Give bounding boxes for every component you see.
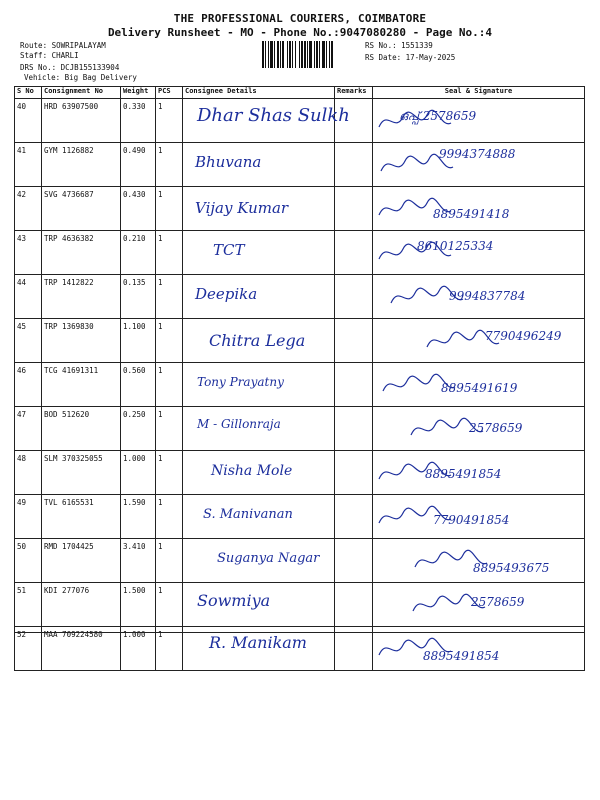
cell-sno: 49 [15,495,42,539]
consignee-handwriting: Suganya Nagar [217,551,320,566]
cell-sno: 47 [15,407,42,451]
signature-number: 7790496249 [485,329,562,343]
cell-signature [373,231,585,275]
signature-number: 8895491619 [441,381,518,395]
runsheet-title: Delivery Runsheet - MO - Phone No.:9047080280 - Page No.:4 [107,26,493,39]
cell-sno: 42 [15,187,42,231]
table-row [15,407,585,451]
cell-consignment: RMD 1704425 [42,539,121,583]
cell-sno: 52 [15,627,42,671]
cell-remarks [335,407,373,451]
col-header-consignment: Consignment No [42,87,121,99]
table-header-row [15,87,585,99]
rs-date: RS Date: 17-May-2025 [365,53,456,62]
cell-consignee [183,143,335,187]
table-row [15,231,585,275]
cell-pcs: 1 [156,407,183,451]
consignee-handwriting: Deepika [195,285,258,303]
cell-weight: 0.210 [121,231,156,275]
drs-number: DRS No.: DCJB155133904 [20,63,120,72]
cell-remarks [335,231,373,275]
cell-consignment: HRD 63907500 [42,99,121,143]
cell-signature [373,187,585,231]
cell-weight: 0.560 [121,363,156,407]
cell-remarks [335,275,373,319]
cell-consignee [183,99,350,143]
cell-weight: 0.330 [121,99,156,143]
staff-label: Staff: CHARLI [20,51,79,60]
cell-weight: 0.490 [121,143,156,187]
cell-signature [373,407,585,451]
col-header-sno: S No [15,87,42,99]
table-row [15,99,585,143]
col-header-weight: Weight [121,87,156,99]
cell-sno: 43 [15,231,42,275]
cell-consignment: TCG 41691311 [42,363,121,407]
consignee-handwriting: S. Manivanan [203,507,293,522]
cell-signature [373,363,585,407]
cell-remarks [335,363,373,407]
cell-remarks [335,627,373,671]
cell-remarks [335,583,373,627]
cell-consignment: SLM 370325055 [42,451,121,495]
cell-weight: 1.000 [121,451,156,495]
table-row [15,319,585,363]
cell-pcs: 1 [156,495,183,539]
cell-pcs: 1 [156,319,183,363]
cell-sno: 40 [15,99,42,143]
cell-consignee [183,231,335,275]
signature-number: 7790491854 [433,513,510,527]
cell-sno: 41 [15,143,42,187]
cell-sno: 50 [15,539,42,583]
cell-consignment: TRP 4636382 [42,231,121,275]
runsheet-table [14,86,585,671]
signature-number: 2578659 [469,421,523,435]
signature-number: 9994374888 [439,147,516,161]
barcode-image [262,41,356,68]
cell-consignment: SVG 4736687 [42,187,121,231]
table-row [15,539,585,583]
cell-signature [373,583,585,627]
cell-signature [373,99,585,143]
cell-consignment: MAA 709224580 [42,627,121,671]
cell-consignee [183,187,335,231]
signature-number: ഒപ്പ് 2578659 [399,109,477,123]
cell-remarks [335,539,373,583]
route-label: Route: SOWRIPALAYAM [20,41,106,50]
cell-consignee [183,539,335,583]
cell-sno: 46 [15,363,42,407]
cell-sno: 45 [15,319,42,363]
table-row [15,627,585,671]
cell-consignee [183,583,335,627]
cell-sno: 44 [15,275,42,319]
col-header-pcs: PCS [156,87,183,99]
cell-pcs: 1 [156,451,183,495]
cell-pcs: 1 [156,583,183,627]
cell-consignee [183,407,335,451]
consignee-handwriting: Dhar Shas Sulkh [197,105,350,126]
rs-number: RS No.: 1551339 [365,41,433,50]
col-header-remarks: Remarks [335,87,373,99]
consignee-handwriting: Sowmiya [197,591,271,610]
cell-signature [373,627,585,671]
cell-sno: 48 [15,451,42,495]
cell-weight: 0.250 [121,407,156,451]
consignee-handwriting: Nisha Mole [211,463,293,479]
consignee-handwriting: Tony Prayatny [197,375,284,389]
cell-signature [373,495,585,539]
cell-consignment: TRP 1412822 [42,275,121,319]
signature-number: 8895491854 [425,467,502,481]
table-row [15,187,585,231]
signature-number: 8895491854 [423,649,500,663]
signature-number: 9994837784 [449,289,526,303]
cell-weight: 1.000 [121,627,156,671]
cell-remarks [335,495,373,539]
cell-consignee [183,319,335,363]
cell-consignee [183,627,335,671]
cell-remarks [335,187,373,231]
table-bottom-border [14,632,584,633]
cell-weight: 0.430 [121,187,156,231]
cell-consignment: GYM 1126882 [42,143,121,187]
cell-consignment: TRP 1369830 [42,319,121,363]
vehicle-label: Vehicle: Big Bag Delivery [24,73,137,82]
cell-consignment: TVL 6165531 [42,495,121,539]
signature-number: 8610125334 [417,239,494,253]
table-row [15,363,585,407]
cell-signature [373,275,585,319]
signature-number: 8895493675 [473,561,550,575]
cell-consignee [183,363,335,407]
cell-sno: 51 [15,583,42,627]
cell-signature [373,451,585,495]
cell-weight: 3.410 [121,539,156,583]
cell-pcs: 1 [156,231,183,275]
col-header-consignee: Consignee Details [183,87,335,99]
cell-consignee [183,275,335,319]
cell-remarks [335,451,373,495]
cell-pcs: 1 [156,143,183,187]
table-row [15,451,585,495]
table-row [15,495,585,539]
cell-weight: 0.135 [121,275,156,319]
consignee-handwriting: TCT [213,241,245,259]
cell-pcs: 1 [156,627,183,671]
consignee-handwriting: M - Gillonraja [197,417,281,431]
cell-signature [373,319,585,363]
consignee-handwriting: Chitra Lega [209,331,306,350]
table-row [15,583,585,627]
cell-weight: 1.500 [121,583,156,627]
table-row [15,275,585,319]
cell-weight: 1.590 [121,495,156,539]
cell-consignment: KDI 277076 [42,583,121,627]
cell-pcs: 1 [156,363,183,407]
table-row [15,143,585,187]
consignee-handwriting: Bhuvana [195,153,262,171]
consignee-handwriting: Vijay Kumar [195,199,289,217]
consignee-handwriting: R. Manikam [209,633,307,652]
cell-remarks [335,319,373,363]
col-header-signature: Seal & Signature [373,87,585,99]
cell-weight: 1.100 [121,319,156,363]
company-title: THE PROFESSIONAL COURIERS, COIMBATORE [173,12,427,25]
cell-pcs: 1 [156,99,183,143]
cell-signature [373,539,585,583]
cell-signature [373,143,585,187]
cell-pcs: 1 [156,539,183,583]
cell-consignment: BOD 512620 [42,407,121,451]
cell-consignee [183,495,335,539]
cell-pcs: 1 [156,275,183,319]
signature-number: 8895491418 [433,207,510,221]
signature-number: 2578659 [471,595,525,609]
cell-consignee [183,451,335,495]
cell-remarks [335,143,373,187]
cell-pcs: 1 [156,187,183,231]
